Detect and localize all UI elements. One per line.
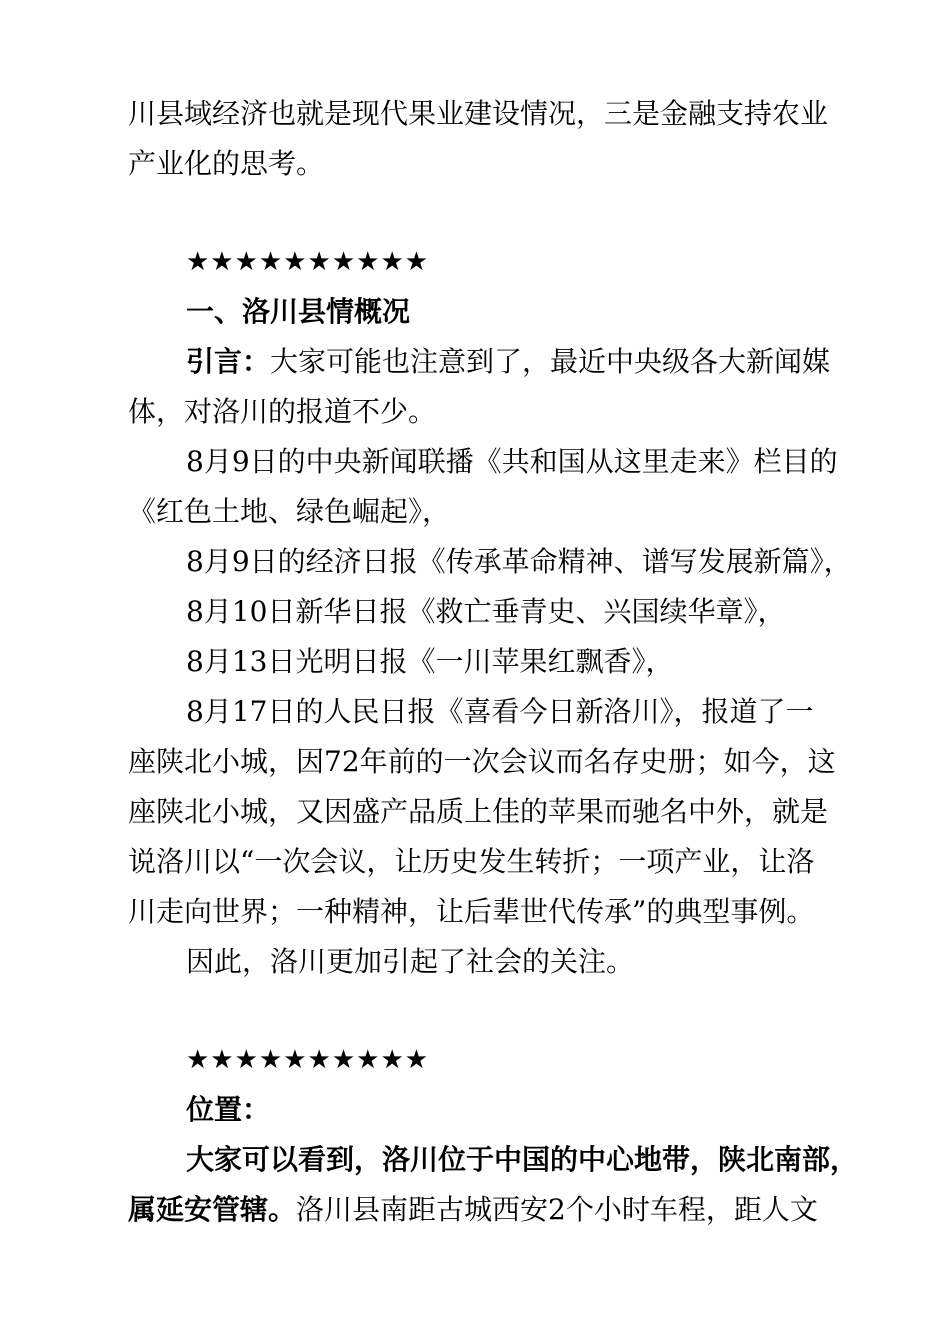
section-heading: 位置： (186, 1093, 271, 1126)
paragraph-line: 8月13日光明日报《一川苹果红飘香》， (186, 645, 674, 678)
intro-text: 大家可能也注意到了，最近中央级各大新闻媒 (270, 345, 831, 378)
paragraph-line (0, 344, 950, 380)
paragraph-line: 因此，洛川更加引起了社会的关注。 (186, 945, 635, 978)
paragraph-line (0, 1192, 950, 1228)
intro-label: 引言： (186, 345, 271, 378)
paragraph-text: 洛川县南距古城西安2个小时车程，距人文 (296, 1193, 818, 1226)
paragraph-line: 8月10日新华日报《救亡垂青史、兴国续华章》， (186, 595, 786, 628)
paragraph-line: 产业化的思考。 (128, 147, 325, 180)
paragraph-line: 川走向世界；一种精神，让后辈世代传承”的典型事例。 (128, 895, 815, 928)
paragraph-line: 川县域经济也就是现代果业建设情况，三是金融支持农业 (128, 97, 829, 130)
paragraph-line: 8月9日的经济日报《传承革命精神、谱写发展新篇》， (186, 545, 852, 578)
paragraph-line: 体，对洛川的报道不少。 (128, 395, 437, 428)
paragraph-line: 《红色土地、绿色崛起》， (128, 495, 451, 528)
paragraph-line: 8月17日的人民日报《喜看今日新洛川》，报道了一 (186, 695, 814, 728)
bold-phrase: 属延安管辖。 (128, 1193, 297, 1226)
paragraph-line: 8月9日的中央新闻联播《共和国从这里走来》栏目的 (186, 445, 838, 478)
section-heading: 一、洛川县情概况 (186, 295, 411, 328)
star-divider: ★★★★★★★★★★ (186, 1045, 430, 1075)
paragraph-line: 座陕北小城，因72年前的一次会议而名存史册；如今，这 (128, 745, 836, 778)
star-divider: ★★★★★★★★★★ (186, 247, 430, 277)
paragraph-line: 说洛川以“一次会议，让历史发生转折；一项产业，让洛 (128, 845, 815, 878)
paragraph-line: 大家可以看到，洛川位于中国的中心地带，陕北南部， (186, 1143, 859, 1176)
paragraph-line: 座陕北小城，又因盛产品质上佳的苹果而驰名中外，就是 (128, 795, 829, 828)
